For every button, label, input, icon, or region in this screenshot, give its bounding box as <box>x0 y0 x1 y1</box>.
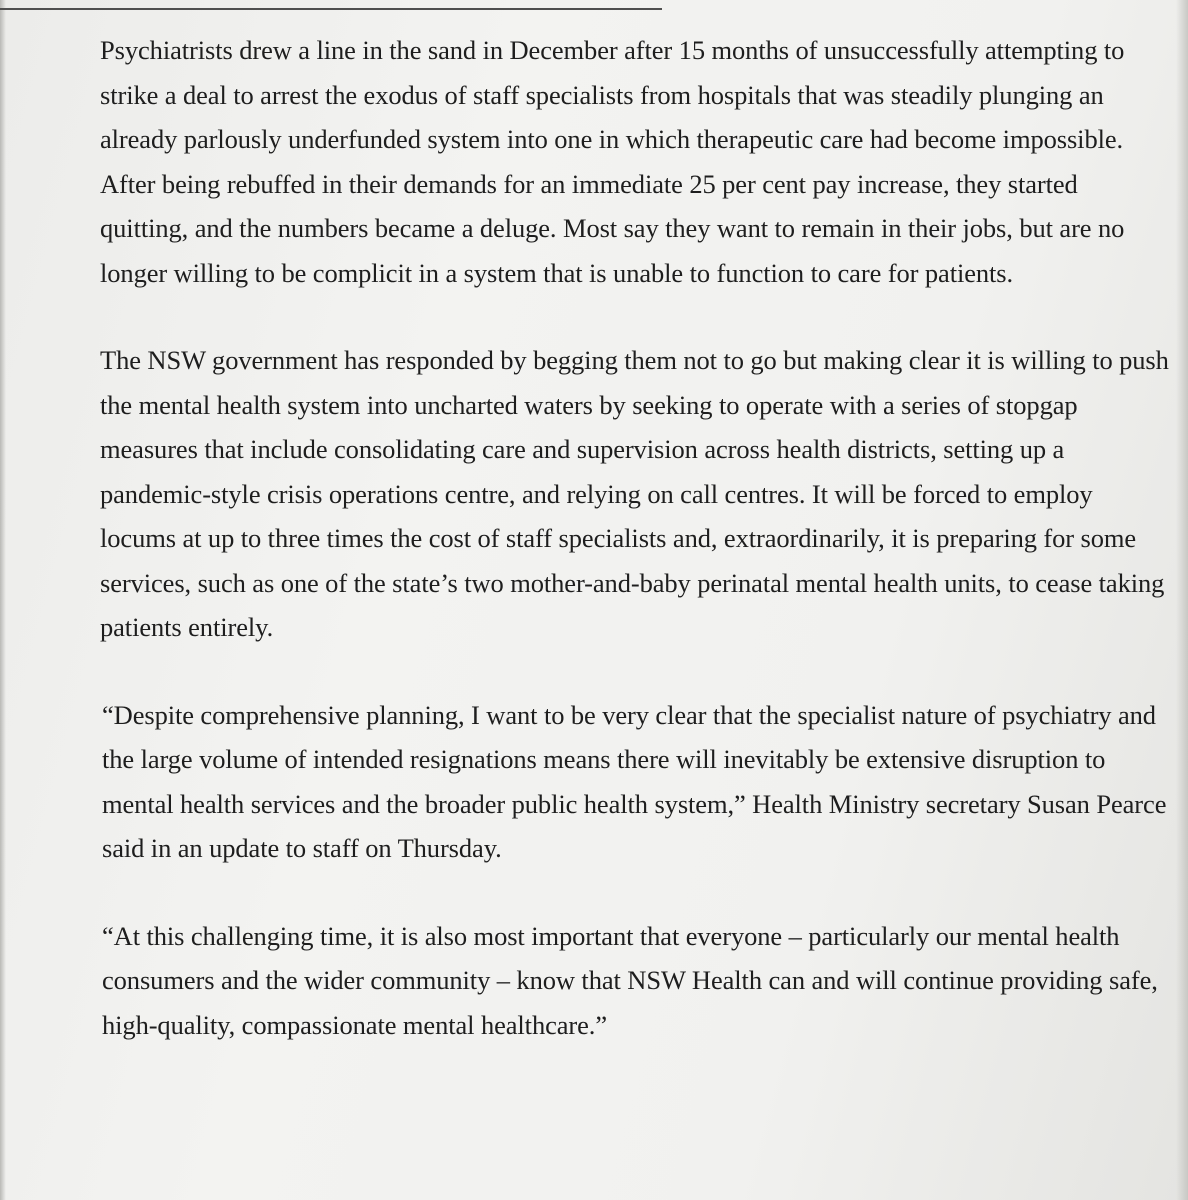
article-quote-2: “At this challenging time, it is also most important that everyone – particularly our mental health consumers and the wider community – know that NSW Health can and will continue providing safe, high-quality, compassionate mental healthcare.” <box>102 920 1158 1040</box>
screen-left-edge <box>0 0 6 1200</box>
article-paragraph-1: Psychiatrists drew a line in the sand in December after 15 months of unsuccessfully attempting to strike a deal to arrest the exodus of staff specialists from hospitals that was steadily plunging an already parlously underfunded system into one in which therapeutic care had become impossible. After being rebuffed in their demands for an immediate 25 per cent pay increase, they started quitting, and the numbers became a deluge. Most say they want to remain in their jobs, but are no longer willing to be complicit in a system that is unable to function to care for patients. <box>100 35 1125 288</box>
screen-right-edge <box>1176 0 1188 1200</box>
article-paragraph-2: The NSW government has responded by begging them not to go but making clear it is willing to push the mental health system into uncharted waters by seeking to operate with a series of stopgap measures that include consolidating care and supervision across health districts, setting up a pandemic-style crisis operations centre, and relying on call centres. It will be forced to employ locums at up to three times the cost of staff specialists and, extraordinarily, it is preparing for some services, such as one of the state’s two mother-and-baby perinatal mental health units, to cease taking patients entirely. <box>100 345 1169 642</box>
article-body <box>100 28 1170 1047</box>
top-divider <box>0 8 662 10</box>
article-quote-1: “Despite comprehensive planning, I want to be very clear that the specialist nature of psychiatry and the large volume of intended resignations means there will inevitably be extensive disruption to mental health services and the broader public health system,” Health Ministry secretary Susan Pearce said in an update to staff on Thursday. <box>102 699 1167 863</box>
